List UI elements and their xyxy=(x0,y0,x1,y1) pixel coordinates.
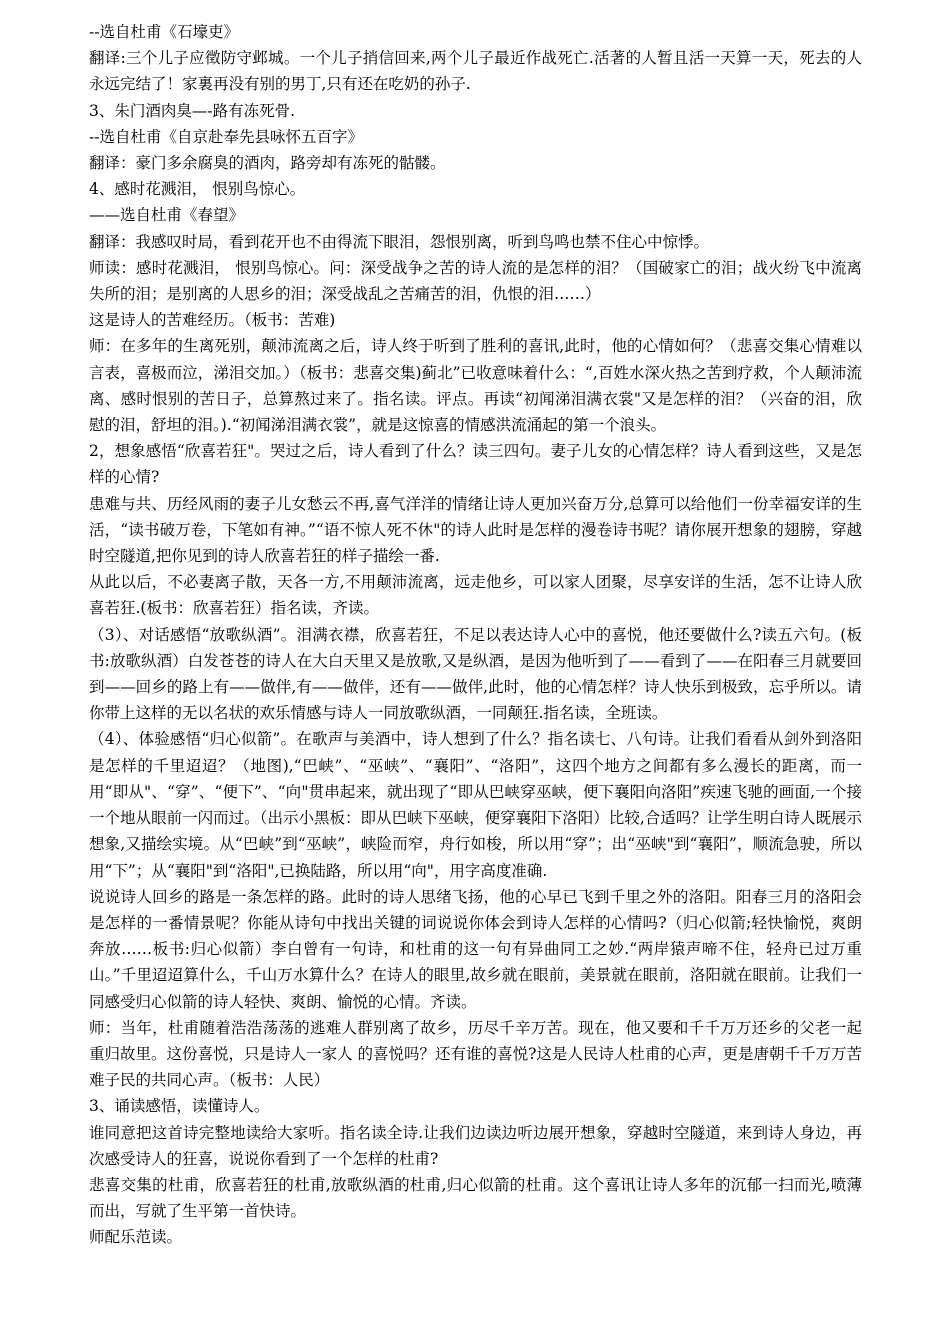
body-paragraph: 说说诗人回乡的路是一条怎样的路。此时的诗人思绪飞扬，他的心早已飞到千里之外的洛阳。阳春三月的洛阳会是怎样的一番情景呢？你能从诗句中找出关键的词说说你体会到诗人怎样的心情吗?（归心似箭;轻快愉悦，爽朗奔放……板书:归心似箭）李白曾有一句诗，和杜甫的这一句有异曲同工之妙.“两岸猿声啼不住，轻舟已过万重山。”千里迢迢算什么，千山万水算什么？在诗人的眼里,故乡就在眼前，美景就在眼前，洛阳就在眼前。让我们一同感受归心似箭的诗人轻快、爽朗、愉悦的心情。齐读。 xyxy=(89,887,862,1011)
document-page xyxy=(89,19,862,1251)
teacher-reading-paragraph: 师读：感时花溅泪， 恨别鸟惊心。问：深受战争之苦的诗人流的是怎样的泪？（国破家亡的泪；战火纷飞中流离失所的泪；是别离的人思乡的泪；深受战乱之苦痛苦的泪，仇恨的泪……） xyxy=(89,258,862,304)
body-paragraph: 师：在多年的生离死别，颠沛流离之后，诗人终于听到了胜利的喜讯,此时，他的心情如何？（悲喜交集心情难以言表，喜极而泣，涕泪交加。）（板书：悲喜交集)蓟北”已收意味着什么：“,百姓水深火热之苦到疗救，个人颠沛流离、感时恨别的苦日子，总算熬过来了。指名读。评点。再读“初闻涕泪满衣裳"又是怎样的泪？（兴奋的泪，欣慰的泪，舒坦的泪。).“初闻涕泪满衣裳”，就是这惊喜的情感洪流涌起的第一个浪头。 xyxy=(89,337,862,435)
poem-line: 3、朱门酒肉臭—-路有冻死骨. xyxy=(89,101,296,120)
body-paragraph: 患难与共、历经风雨的妻子儿女愁云不再,喜气洋洋的情绪让诗人更加兴奋万分,总算可以给他们一份幸福安详的生活，“读书破万卷，下笔如有神。”“语不惊人死不休"的诗人此时是怎样的漫卷诗书呢？请你展开想象的翅膀，穿越时空隧道,把你见到的诗人欣喜若狂的样子描绘一番. xyxy=(89,494,862,566)
source-line: ——选自杜甫《春望》 xyxy=(89,206,245,225)
section-paragraph: （3）、对话感悟“放歌纵酒”。泪满衣襟，欣喜若狂，不足以表达诗人心中的喜悦，他还要做什么?读五六句。(板书:放歌纵酒）白发苍苍的诗人在大白天里又是放歌,又是纵酒，是因为他听到了——看到了——在阳春三月就要回到——回乡的路上有——做伴,有——做伴，还有——做伴,此时，他的心情怎样？诗人快乐到极致，忘乎所以。请你带上这样的无以名状的欢乐情感与诗人一同放歌纵酒，一同颠狂.指名读，全班读。 xyxy=(89,625,862,723)
body-paragraph: 师：当年，杜甫随着浩浩荡荡的逃难人群别离了故乡，历尽千辛万苦。现在，他又要和千千万万还乡的父老一起重归故里。这份喜悦，只是诗人一家人 的喜悦吗？还有谁的喜悦?这是人民诗人杜甫的心声，更是唐朝千千万万苦难子民的共同心声。（板书：人民） xyxy=(89,1018,862,1090)
body-paragraph: 从此以后，不必妻离子散，天各一方,不用颠沛流离，远走他乡，可以家人团聚，尽享安详的生活，怎不让诗人欣喜若狂.(板书：欣喜若狂）指名读，齐读。 xyxy=(89,573,862,618)
body-paragraph: 悲喜交集的杜甫，欣喜若狂的杜甫,放歌纵酒的杜甫,归心似箭的杜甫。这个喜讯让诗人多年的沉郁一扫而光,喷薄而出，写就了生平第一首快诗。 xyxy=(89,1175,862,1221)
translation-paragraph: 翻译：我感叹时局，看到花开也不由得流下眼泪，怨恨别离，听到鸟鸣也禁不住心中惊悸。 xyxy=(89,232,710,251)
source-line: --选自杜甫《石壕吏》 xyxy=(89,23,239,41)
section-heading-paragraph: 2，想象感悟“欣喜若狂"。哭过之后，诗人看到了什么？读三四句。妻子儿女的心情怎样？诗人看到这些，又是怎样的心情? xyxy=(89,442,862,487)
body-paragraph: 这是诗人的苦难经历。（板书：苦难) xyxy=(89,311,336,330)
section-heading: 3、诵读感悟，读懂诗人。 xyxy=(89,1097,270,1116)
source-line: --选自杜甫《自京赴奉先县咏怀五百字》 xyxy=(89,127,363,146)
body-paragraph: 谁同意把这首诗完整地读给大家听。指名读全诗.让我们边读边听边展开想象，穿越时空隧道，来到诗人身边，再次感受诗人的狂喜，说说你看到了一个怎样的杜甫? xyxy=(89,1123,862,1168)
translation-paragraph: 翻译:三个儿子应徵防守邺城。一个儿子捎信回来,两个儿子最近作战死亡.活著的人暂且活一天算一天，死去的人永远完结了！家裏再没有别的男丁,只有还在吃奶的孙子. xyxy=(89,49,862,94)
section-paragraph: （4）、体验感悟“归心似箭”。在歌声与美酒中，诗人想到了什么？指名读七、八句诗。让我们看看从剑外到洛阳是怎样的千里迢迢？（地图),“巴峡”、“巫峡”、“襄阳”、“洛阳”，这四个地方之间都有多么漫长的距离，而一用“即从"、“穿”、“便下”、“向"贯串起来，就出现了“即从巴峡穿巫峡，便下襄阳向洛阳”疾速飞驰的画面,一个接一个地从眼前一闪而过。（出示小黑板：即从巴峡下巫峡，便穿襄阳下洛阳）比较,合适吗？让学生明白诗人既展示想象,又描绘实境。从“巴峡”到“巫峡”，峡险而窄，舟行如梭，所以用“穿”；出“巫峡"到“襄阳”，顺流急驶，所以用“下”；从“襄阳"到“洛阳",已换陆路，所以用“向"，用字高度准确. xyxy=(89,730,862,880)
poem-line: 4、感时花溅泪， 恨别鸟惊心。 xyxy=(89,180,306,199)
body-paragraph: 师配乐范读。 xyxy=(89,1228,183,1247)
translation-paragraph: 翻译：豪门多余腐臭的酒肉，路旁却有冻死的骷髅。 xyxy=(89,154,446,173)
